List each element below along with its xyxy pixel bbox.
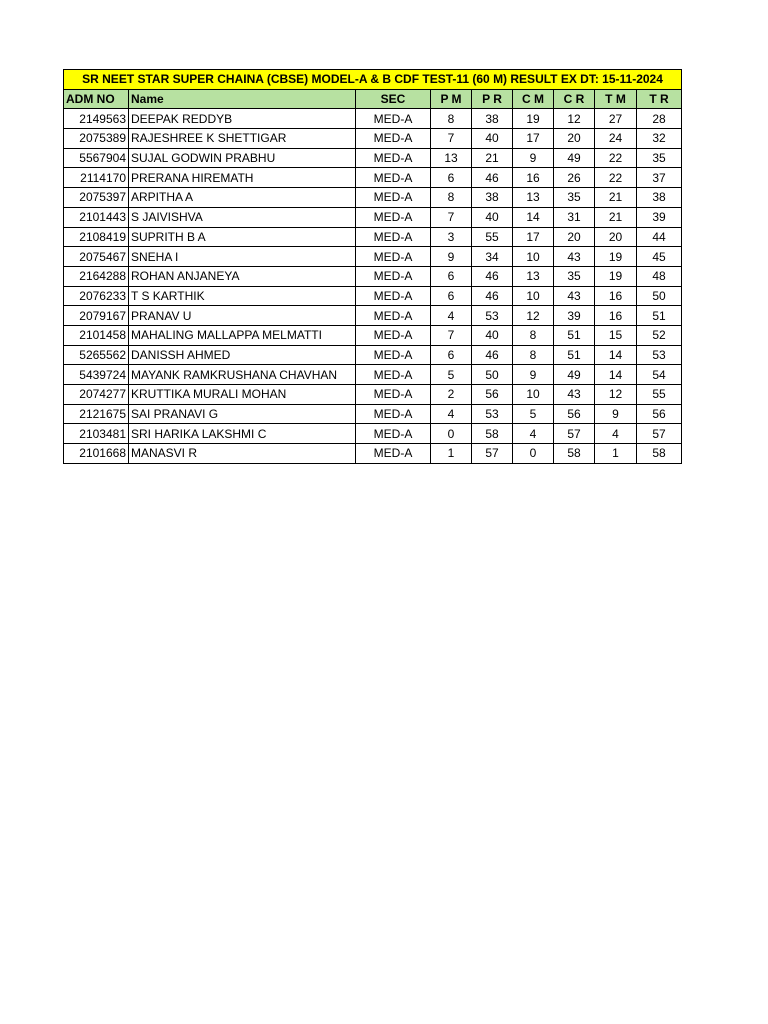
cell-tm: 19 — [595, 266, 637, 286]
cell-sec: MED-A — [356, 266, 431, 286]
cell-cr: 20 — [554, 227, 595, 247]
cell-pm: 4 — [431, 404, 472, 424]
cell-cm: 17 — [513, 227, 554, 247]
column-header-pr: P R — [472, 89, 513, 109]
cell-cr: 26 — [554, 168, 595, 188]
cell-cr: 43 — [554, 286, 595, 306]
cell-pm: 2 — [431, 385, 472, 405]
cell-tr: 58 — [637, 444, 682, 464]
cell-tm: 14 — [595, 345, 637, 365]
cell-cr: 12 — [554, 109, 595, 129]
cell-sec: MED-A — [356, 365, 431, 385]
table-row — [64, 227, 682, 247]
cell-name: MAHALING MALLAPPA MELMATTI — [129, 325, 356, 345]
cell-adm-no: 5567904 — [64, 148, 129, 168]
cell-cm: 13 — [513, 188, 554, 208]
cell-cr: 49 — [554, 148, 595, 168]
column-header-tm: T M — [595, 89, 637, 109]
cell-pr: 57 — [472, 444, 513, 464]
cell-tr: 48 — [637, 266, 682, 286]
table-row — [64, 129, 682, 149]
cell-tm: 9 — [595, 404, 637, 424]
cell-tm: 21 — [595, 207, 637, 227]
cell-cm: 10 — [513, 247, 554, 267]
cell-pm: 0 — [431, 424, 472, 444]
table-row — [64, 325, 682, 345]
column-header-cr: C R — [554, 89, 595, 109]
cell-adm-no: 2076233 — [64, 286, 129, 306]
cell-cm: 13 — [513, 266, 554, 286]
cell-tm: 16 — [595, 286, 637, 306]
table-row — [64, 345, 682, 365]
cell-name: SAI PRANAVI G — [129, 404, 356, 424]
cell-sec: MED-A — [356, 424, 431, 444]
cell-tr: 37 — [637, 168, 682, 188]
cell-pr: 46 — [472, 266, 513, 286]
cell-pr: 58 — [472, 424, 513, 444]
cell-name: ARPITHA A — [129, 188, 356, 208]
cell-name: SUJAL GODWIN PRABHU — [129, 148, 356, 168]
cell-tm: 27 — [595, 109, 637, 129]
cell-adm-no: 2079167 — [64, 306, 129, 326]
cell-cr: 51 — [554, 345, 595, 365]
cell-adm-no: 5439724 — [64, 365, 129, 385]
cell-name: SRI HARIKA LAKSHMI C — [129, 424, 356, 444]
cell-tm: 1 — [595, 444, 637, 464]
cell-pm: 5 — [431, 365, 472, 385]
cell-tr: 50 — [637, 286, 682, 306]
cell-cm: 5 — [513, 404, 554, 424]
cell-cr: 51 — [554, 325, 595, 345]
cell-sec: MED-A — [356, 325, 431, 345]
cell-pm: 7 — [431, 325, 472, 345]
cell-adm-no: 2101668 — [64, 444, 129, 464]
table-row — [64, 385, 682, 405]
table-row — [64, 444, 682, 464]
table-row — [64, 424, 682, 444]
cell-name: PRERANA HIREMATH — [129, 168, 356, 188]
cell-adm-no: 2164288 — [64, 266, 129, 286]
cell-pr: 46 — [472, 345, 513, 365]
cell-cm: 9 — [513, 148, 554, 168]
cell-adm-no: 2101443 — [64, 207, 129, 227]
cell-tr: 38 — [637, 188, 682, 208]
cell-cm: 17 — [513, 129, 554, 149]
cell-name: PRANAV U — [129, 306, 356, 326]
cell-sec: MED-A — [356, 168, 431, 188]
table-row — [64, 148, 682, 168]
table-row — [64, 286, 682, 306]
cell-pr: 38 — [472, 188, 513, 208]
cell-cr: 43 — [554, 385, 595, 405]
cell-tm: 22 — [595, 168, 637, 188]
cell-pr: 34 — [472, 247, 513, 267]
cell-cm: 10 — [513, 385, 554, 405]
cell-tr: 28 — [637, 109, 682, 129]
cell-adm-no: 2101458 — [64, 325, 129, 345]
table-row — [64, 365, 682, 385]
cell-sec: MED-A — [356, 188, 431, 208]
cell-name: DANISSH AHMED — [129, 345, 356, 365]
cell-pm: 7 — [431, 207, 472, 227]
cell-adm-no: 5265562 — [64, 345, 129, 365]
cell-cr: 43 — [554, 247, 595, 267]
cell-adm-no: 2149563 — [64, 109, 129, 129]
cell-cm: 10 — [513, 286, 554, 306]
column-header-adm-no: ADM NO — [64, 89, 129, 109]
table-row — [64, 247, 682, 267]
cell-tr: 45 — [637, 247, 682, 267]
cell-sec: MED-A — [356, 247, 431, 267]
column-header-tr: T R — [637, 89, 682, 109]
cell-tm: 24 — [595, 129, 637, 149]
cell-adm-no: 2121675 — [64, 404, 129, 424]
cell-pm: 6 — [431, 345, 472, 365]
cell-pr: 40 — [472, 325, 513, 345]
cell-pr: 50 — [472, 365, 513, 385]
table-row — [64, 109, 682, 129]
cell-pr: 46 — [472, 168, 513, 188]
table-row — [64, 168, 682, 188]
cell-sec: MED-A — [356, 306, 431, 326]
cell-pm: 7 — [431, 129, 472, 149]
cell-cm: 9 — [513, 365, 554, 385]
table-row — [64, 266, 682, 286]
cell-tr: 32 — [637, 129, 682, 149]
cell-cm: 8 — [513, 325, 554, 345]
header-row — [64, 89, 682, 109]
cell-adm-no: 2075397 — [64, 188, 129, 208]
cell-tm: 4 — [595, 424, 637, 444]
cell-pr: 53 — [472, 404, 513, 424]
cell-sec: MED-A — [356, 345, 431, 365]
cell-pm: 1 — [431, 444, 472, 464]
column-header-name: Name — [129, 89, 356, 109]
cell-tr: 55 — [637, 385, 682, 405]
cell-sec: MED-A — [356, 227, 431, 247]
cell-tr: 52 — [637, 325, 682, 345]
cell-cm: 19 — [513, 109, 554, 129]
cell-pm: 8 — [431, 188, 472, 208]
cell-pr: 40 — [472, 129, 513, 149]
cell-cr: 49 — [554, 365, 595, 385]
cell-tr: 53 — [637, 345, 682, 365]
cell-cr: 56 — [554, 404, 595, 424]
results-sheet — [63, 69, 673, 464]
cell-adm-no: 2103481 — [64, 424, 129, 444]
cell-tm: 20 — [595, 227, 637, 247]
result-rows — [64, 109, 682, 463]
cell-tr: 44 — [637, 227, 682, 247]
cell-name: S JAIVISHVA — [129, 207, 356, 227]
cell-sec: MED-A — [356, 286, 431, 306]
cell-tm: 16 — [595, 306, 637, 326]
cell-pm: 6 — [431, 266, 472, 286]
cell-adm-no: 2074277 — [64, 385, 129, 405]
cell-name: MAYANK RAMKRUSHANA CHAVHAN — [129, 365, 356, 385]
cell-cr: 31 — [554, 207, 595, 227]
cell-adm-no: 2114170 — [64, 168, 129, 188]
cell-tm: 22 — [595, 148, 637, 168]
cell-cr: 20 — [554, 129, 595, 149]
cell-pr: 40 — [472, 207, 513, 227]
cell-name: SNEHA I — [129, 247, 356, 267]
table-row — [64, 404, 682, 424]
cell-sec: MED-A — [356, 385, 431, 405]
cell-tr: 54 — [637, 365, 682, 385]
cell-cr: 39 — [554, 306, 595, 326]
cell-pm: 13 — [431, 148, 472, 168]
cell-name: RAJESHREE K SHETTIGAR — [129, 129, 356, 149]
cell-cm: 4 — [513, 424, 554, 444]
cell-pr: 55 — [472, 227, 513, 247]
cell-tm: 15 — [595, 325, 637, 345]
table-row — [64, 207, 682, 227]
cell-name: MANASVI R — [129, 444, 356, 464]
cell-cm: 16 — [513, 168, 554, 188]
cell-cr: 35 — [554, 188, 595, 208]
cell-sec: MED-A — [356, 404, 431, 424]
cell-pr: 56 — [472, 385, 513, 405]
cell-cm: 0 — [513, 444, 554, 464]
cell-pr: 38 — [472, 109, 513, 129]
cell-tr: 39 — [637, 207, 682, 227]
cell-tr: 56 — [637, 404, 682, 424]
cell-adm-no: 2108419 — [64, 227, 129, 247]
cell-cm: 8 — [513, 345, 554, 365]
cell-pm: 3 — [431, 227, 472, 247]
cell-tm: 19 — [595, 247, 637, 267]
cell-sec: MED-A — [356, 129, 431, 149]
cell-pr: 46 — [472, 286, 513, 306]
cell-pr: 21 — [472, 148, 513, 168]
column-header-pm: P M — [431, 89, 472, 109]
cell-pm: 8 — [431, 109, 472, 129]
cell-pm: 9 — [431, 247, 472, 267]
cell-name: T S KARTHIK — [129, 286, 356, 306]
cell-tm: 21 — [595, 188, 637, 208]
cell-cm: 12 — [513, 306, 554, 326]
cell-cr: 35 — [554, 266, 595, 286]
cell-sec: MED-A — [356, 148, 431, 168]
results-table — [63, 69, 682, 464]
cell-name: KRUTTIKA MURALI MOHAN — [129, 385, 356, 405]
title-row — [64, 70, 682, 90]
table-row — [64, 188, 682, 208]
cell-pm: 6 — [431, 168, 472, 188]
cell-tr: 35 — [637, 148, 682, 168]
cell-cr: 58 — [554, 444, 595, 464]
cell-tr: 57 — [637, 424, 682, 444]
cell-sec: MED-A — [356, 444, 431, 464]
cell-tm: 14 — [595, 365, 637, 385]
table-row — [64, 306, 682, 326]
cell-adm-no: 2075467 — [64, 247, 129, 267]
column-header-sec: SEC — [356, 89, 431, 109]
cell-name: SUPRITH B A — [129, 227, 356, 247]
column-header-cm: C M — [513, 89, 554, 109]
cell-name: ROHAN ANJANEYA — [129, 266, 356, 286]
cell-pr: 53 — [472, 306, 513, 326]
cell-pm: 6 — [431, 286, 472, 306]
cell-cm: 14 — [513, 207, 554, 227]
cell-sec: MED-A — [356, 109, 431, 129]
cell-cr: 57 — [554, 424, 595, 444]
cell-sec: MED-A — [356, 207, 431, 227]
cell-name: DEEPAK REDDYB — [129, 109, 356, 129]
sheet-title: SR NEET STAR SUPER CHAINA (CBSE) MODEL-A & B CDF TEST-11 (60 M) RESULT EX DT: 15-11-2024 — [64, 70, 682, 90]
cell-pm: 4 — [431, 306, 472, 326]
cell-tr: 51 — [637, 306, 682, 326]
cell-adm-no: 2075389 — [64, 129, 129, 149]
cell-tm: 12 — [595, 385, 637, 405]
